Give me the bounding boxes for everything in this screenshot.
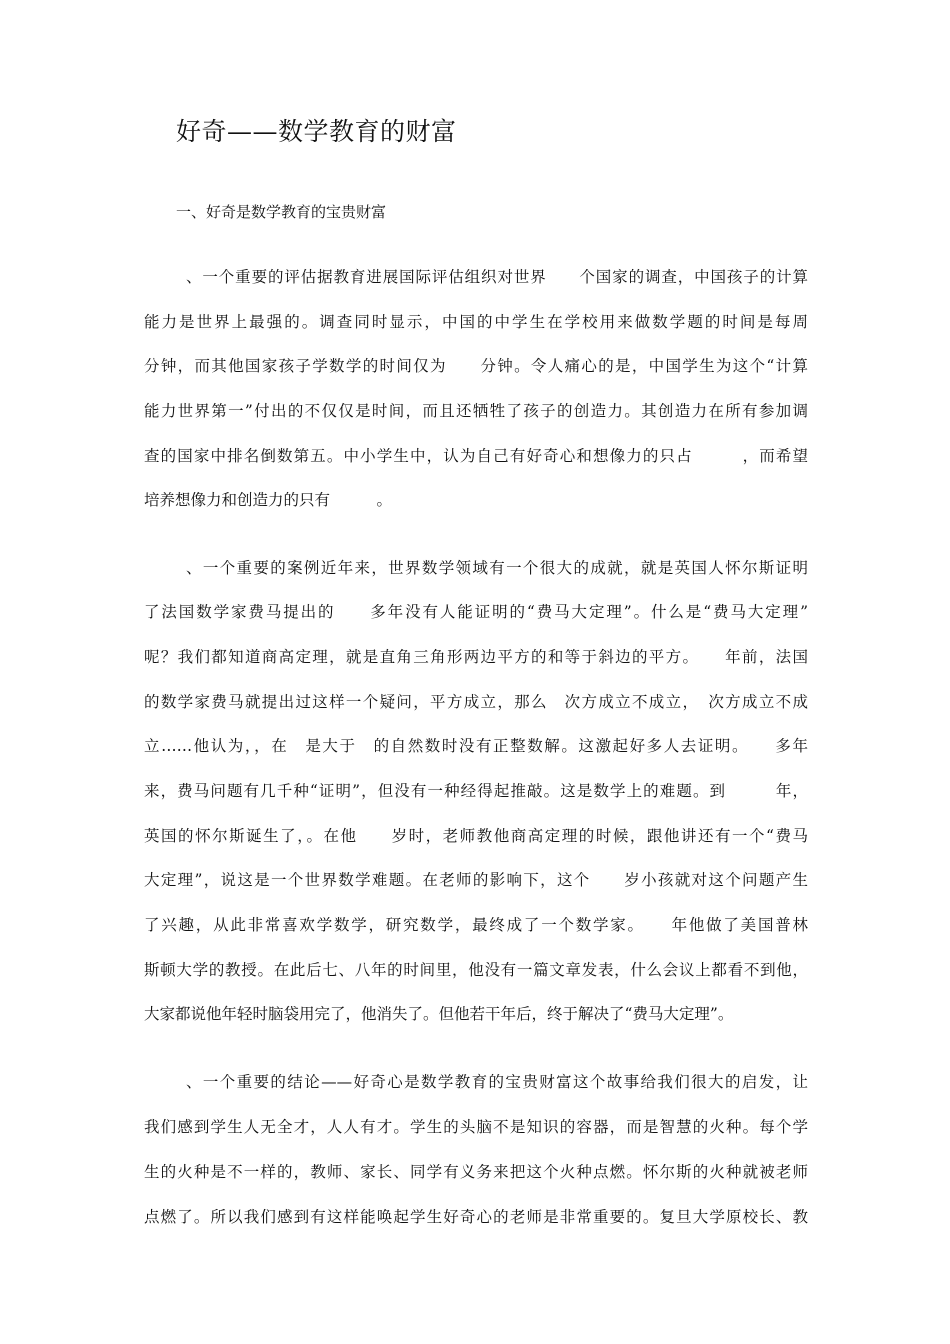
paragraph-2-line-8: 大定理”，说这是一个世界数学难题。在老师的影响下，这个 岁小孩就对这个问题产生: [144, 871, 808, 889]
paragraph-2-line-2: 了法国数学家费马提出的 多年没有人能证明的“费马大定理”。什么是“费马大定理”: [144, 603, 808, 621]
document-title: 好奇——数学教育的财富: [176, 117, 457, 146]
paragraph-2-line-9: 了兴趣，从此非常喜欢学数学，研究数学，最终成了一个数学家。 年他做了美国普林: [144, 916, 808, 934]
section-heading: 一、好奇是数学教育的宝贵财富: [176, 203, 387, 221]
paragraph-1-line-6: 培养想像力和创造力的只有 。: [144, 491, 393, 509]
paragraph-1-line-2: 能力是世界上最强的。调查同时显示，中国的中学生在学校用来做数学题的时间是每周: [144, 313, 808, 331]
paragraph-2-line-11: 大家都说他年轻时脑袋用完了，他消失了。但他若干年后，终于解决了“费马大定理”。: [144, 1005, 734, 1023]
paragraph-2-line-5: 立……他认为，，在 是大于 的自然数时没有正整数解。这激起好多人去证明。 多年: [144, 737, 808, 755]
paragraph-2-line-4: 的数学家费马就提出过这样一个疑问，平方成立，那么 次方成立不成立， 次方成立不成: [144, 693, 808, 711]
paragraph-2-line-1: 、一个重要的案例近年来，世界数学领域有一个很大的成就，就是英国人怀尔斯证明: [186, 559, 808, 577]
paragraph-1-line-5: 查的国家中排名倒数第五。中小学生中，认为自己有好奇心和想像力的只占 ，而希望: [144, 447, 808, 465]
paragraph-2-line-6: 来，费马问题有几千种“证明”，但没有一种经得起推敲。这是数学上的难题。到 年，: [144, 782, 808, 800]
paragraph-3-line-1: 、一个重要的结论——好奇心是数学教育的宝贵财富这个故事给我们很大的启发，让: [186, 1073, 808, 1091]
paragraph-1-line-3: 分钟，而其他国家孩子学数学的时间仅为 分钟。令人痛心的是，中国学生为这个“计算: [144, 357, 808, 375]
paragraph-3-line-2: 我们感到学生人无全才，人人有才。学生的头脑不是知识的容器，而是智慧的火种。每个学: [144, 1118, 808, 1136]
paragraph-2-line-7: 英国的怀尔斯诞生了，。在他 岁时，老师教他商高定理的时候，跟他讲还有一个“费马: [144, 827, 808, 845]
paragraph-2-line-10: 斯顿大学的教授。在此后七、八年的时间里，他没有一篇文章发表，什么会议上都看不到他，: [144, 961, 808, 979]
paragraph-2-line-3: 呢？我们都知道商高定理，就是直角三角形两边平方的和等于斜边的平方。 年前，法国: [144, 648, 808, 666]
paragraph-3-line-3: 生的火种是不一样的，教师、家长、同学有义务来把这个火种点燃。怀尔斯的火种就被老师: [144, 1163, 808, 1181]
paragraph-1-line-1: 、一个重要的评估据教育进展国际评估组织对世界 个国家的调查，中国孩子的计算: [186, 268, 808, 286]
paragraph-1-line-4: 能力世界第一”付出的不仅仅是时间，而且还牺牲了孩子的创造力。其创造力在所有参加调: [144, 402, 808, 420]
paragraph-3-line-4: 点燃了。所以我们感到有这样能唤起学生好奇心的老师是非常重要的。复旦大学原校长、教: [144, 1208, 808, 1226]
